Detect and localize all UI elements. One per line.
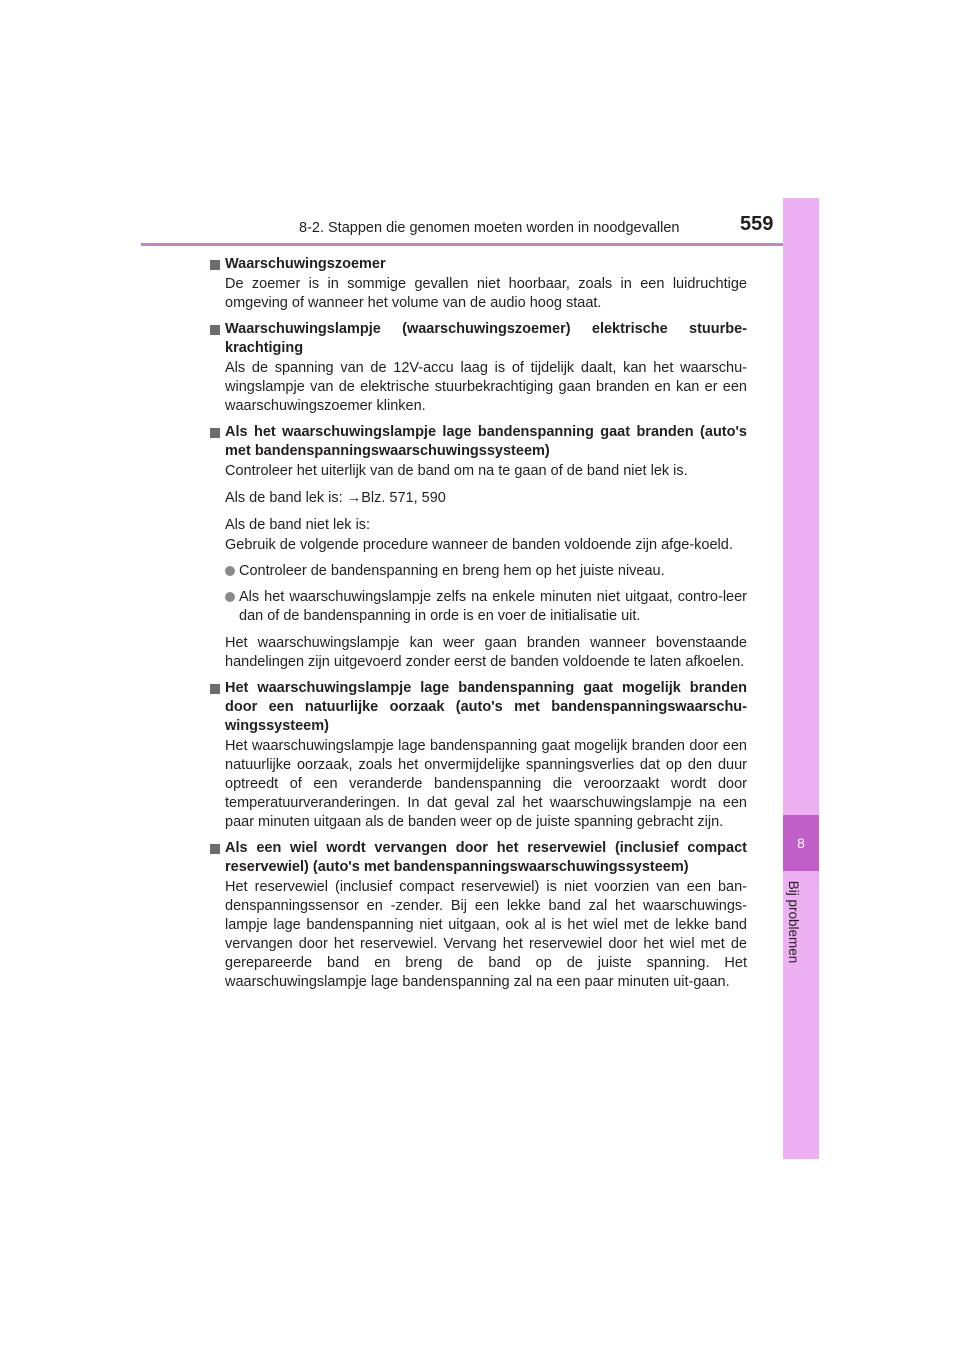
header-divider <box>141 243 819 246</box>
section-warning-buzzer <box>209 255 747 313</box>
section-power-steering-light <box>209 320 747 416</box>
list-item: Als het waarschuwingslampje zelfs na enkele minuten niet uitgaat, contro-leer dan of de bandenspanning in orde is en voer de initialisatie uit. <box>209 588 747 626</box>
square-bullet-icon <box>210 260 220 270</box>
page-reference: Als de band lek is: →Blz. 571, 590 <box>225 490 446 506</box>
running-header: 8-2. Stappen die genomen moeten worden in noodgevallen <box>299 220 680 236</box>
chapter-number: 8 <box>797 835 805 851</box>
paragraph: Als de band niet lek is: <box>225 517 371 533</box>
section-natural-cause <box>209 679 747 832</box>
chapter-label: Bij problemen <box>786 880 801 964</box>
paragraph: Controleer het uiterlijk van de band om na te gaan of de band niet lek is. <box>225 463 688 479</box>
square-bullet-icon <box>210 844 220 854</box>
chapter-side-tab <box>783 198 819 1159</box>
paragraph: Het waarschuwingslampje kan weer gaan branden wanneer bovenstaande handelingen zijn uitgevoerd zonder eerst de banden voldoende te laten afkoelen. <box>225 635 747 670</box>
paragraph: De zoemer is in sommige gevallen niet hoorbaar, zoals in een luidruchtige omgeving of wanneer het volume van de audio hoog staat. <box>225 276 747 311</box>
section-low-tire-pressure-light <box>209 423 747 672</box>
paragraph: Het reservewiel (inclusief compact reservewiel) is niet voorzien van een ban-denspanningssensor en -zender. Bij een lekke band zal het waarschuwings-lampje lage bandenspanning niet uitgaan, ook al is het wiel met de lekke band vervangen door het reservewiel. Vervang het reservewiel door het wiel met de gerepareerde band en breng de band op de juiste spanning. Het waarschuwingslampje lage bandenspanning zal na een paar minuten uit-gaan. <box>225 879 747 990</box>
section-title: Waarschuwingszoemer <box>209 255 747 274</box>
section-spare-wheel <box>209 839 747 992</box>
section-title: Als een wiel wordt vervangen door het reservewiel (inclusief compact reservewiel) (auto's met bandenspanningswaarschuwingssysteem) <box>209 839 747 877</box>
list-item: Controleer de bandenspanning en breng hem op het juiste niveau. <box>209 562 747 581</box>
page-content <box>209 255 747 999</box>
section-title: Het waarschuwingslampje lage bandenspanning gaat mogelijk branden door een natuurlijke oorzaak (auto's met bandenspanningswaarschu-wingssysteem) <box>209 679 747 736</box>
page-number: 559 <box>740 213 774 235</box>
paragraph: Gebruik de volgende procedure wanneer de banden voldoende zijn afge-koeld. <box>225 537 733 553</box>
paragraph: Als de spanning van de 12V-accu laag is of tijdelijk daalt, kan het waarschu-wingslampje van de elektrische stuurbekrachtiging gaan branden en kan er een waarschuwingszoemer klinken. <box>225 360 747 414</box>
circle-bullet-icon <box>225 566 235 576</box>
chapter-number-box <box>783 815 819 871</box>
square-bullet-icon <box>210 684 220 694</box>
section-title: Als het waarschuwingslampje lage bandenspanning gaat branden (auto's met bandenspanningswaarschuwingssysteem) <box>209 423 747 461</box>
square-bullet-icon <box>210 325 220 335</box>
section-title: Waarschuwingslampje (waarschuwingszoemer) elektrische stuurbe-krachtiging <box>209 320 747 358</box>
paragraph: Het waarschuwingslampje lage bandenspanning gaat mogelijk branden door een natuurlijke oorzaak, zoals het onvermijdelijke spanningsverlies dat op den duur optreedt of een veranderde bandenspanning die veroorzaakt wordt door temperatuurveranderingen. In dat geval zal het waarschuwingslampje na een paar minuten uitgaan als de banden weer op de juiste spanning gebracht zijn. <box>225 738 747 830</box>
circle-bullet-icon <box>225 592 235 602</box>
square-bullet-icon <box>210 428 220 438</box>
